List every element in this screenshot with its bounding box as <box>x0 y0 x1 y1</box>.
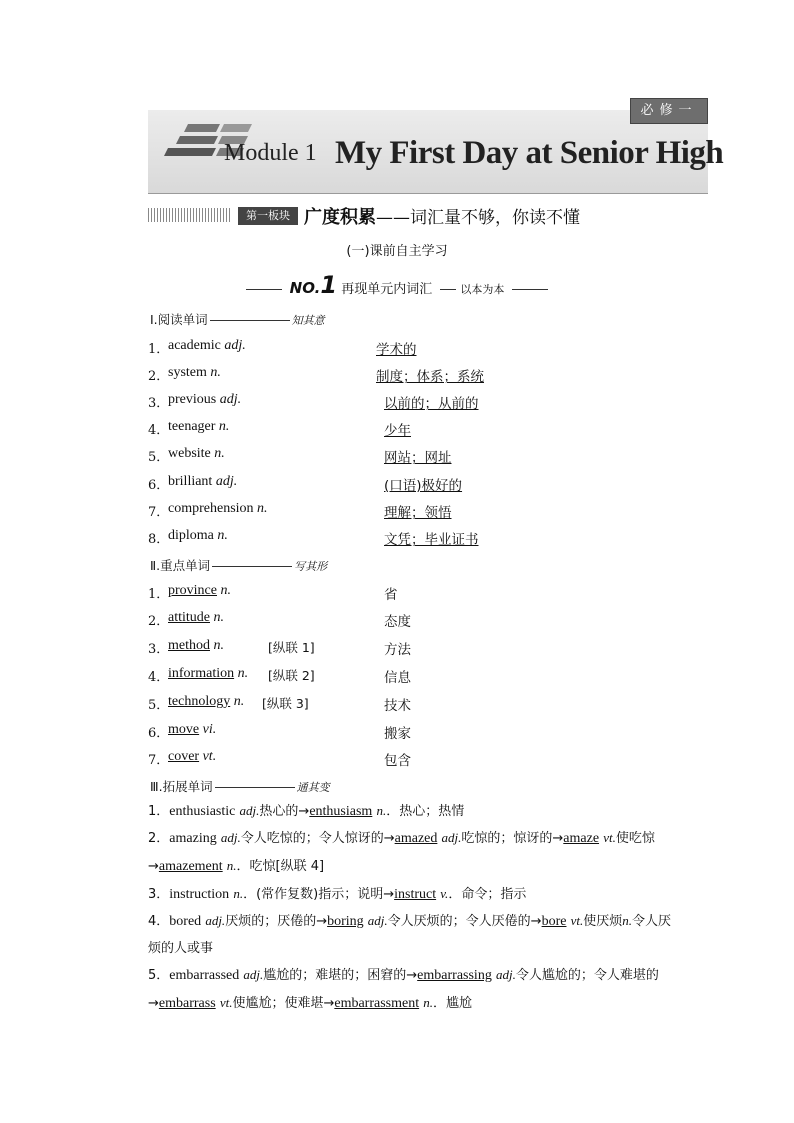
rule-mid <box>440 289 456 290</box>
meaning-text: 热心的→ <box>259 804 310 819</box>
item-number: 2． <box>148 614 170 629</box>
list-item <box>148 583 708 603</box>
part1-hint: 知其意 <box>291 314 325 327</box>
item-word <box>168 638 224 654</box>
word-text: bored <box>169 914 202 929</box>
item-number: 8． <box>148 532 170 547</box>
pos-text: adj. <box>441 830 462 845</box>
item-word <box>168 419 229 435</box>
meaning-text: 使厌烦 <box>583 914 623 929</box>
list-item <box>148 666 708 686</box>
item-number: 6． <box>148 726 170 741</box>
pos-text: n. <box>622 913 633 928</box>
pos-text: adj. <box>243 967 264 982</box>
answer-word: amazed <box>394 831 438 846</box>
expand-item-2 <box>120 824 680 880</box>
list-item <box>148 749 708 769</box>
pos-text: v. <box>440 886 449 901</box>
item-meaning: 以前的；从前的 <box>384 396 479 412</box>
pos-text: vt. <box>219 995 233 1010</box>
item-word <box>168 694 244 710</box>
pos-text: n. <box>257 501 268 516</box>
meaning-text: 令人厌烦的；令人厌倦的→ <box>387 914 542 929</box>
item-number: 7． <box>148 753 170 768</box>
answer-word: instruct <box>394 887 437 902</box>
item-number: 5． <box>148 450 170 465</box>
block-label: 第一板块 <box>238 207 298 225</box>
rule-right <box>512 289 548 290</box>
word-text: enthusiastic <box>169 804 236 819</box>
meaning-text: 使吃惊→ <box>148 831 655 874</box>
answer-word: boring <box>327 914 364 929</box>
list-item <box>148 419 708 439</box>
item-word <box>168 501 268 517</box>
pos-text: n. <box>220 583 231 598</box>
meaning-text: ．热心；热情 <box>386 804 465 819</box>
answer-word: amaze <box>563 831 600 846</box>
expand-item-5 <box>120 961 680 1017</box>
item-word <box>168 666 248 682</box>
pos-text: n. <box>423 995 433 1010</box>
item-meaning: 少年 <box>384 423 411 439</box>
expand-item-4 <box>120 907 680 962</box>
pos-text: n. <box>376 803 387 818</box>
block-title-main: 广度积累 <box>304 207 376 228</box>
expand-item-3 <box>120 880 680 908</box>
item-meaning: 包含 <box>384 753 411 769</box>
pos-text: vt. <box>603 830 616 845</box>
item-number: 3． <box>148 887 170 902</box>
item-meaning: 技术 <box>384 698 411 714</box>
part3-heading <box>150 777 330 795</box>
pos-text: adj. <box>220 830 241 845</box>
item-number: 7． <box>148 505 170 520</box>
list-item <box>148 392 708 412</box>
item-meaning: 理解；领悟 <box>384 505 452 521</box>
part2-heading-text: Ⅱ.重点单词 <box>150 558 211 573</box>
pos-text: n. <box>214 446 225 461</box>
item-number: 5． <box>148 698 170 713</box>
section-label: (一)课前自主学习 <box>346 244 448 259</box>
pos-text: adj. <box>239 803 260 818</box>
item-number: 2． <box>148 831 170 846</box>
part2-hint: 写其形 <box>294 560 328 573</box>
pos-text: adj. <box>224 338 246 353</box>
rule-left <box>246 289 282 290</box>
pos-text: adj. <box>367 913 388 928</box>
block-subtitle: ——词汇量不够，你读不懂 <box>376 208 580 228</box>
pos-text: vi. <box>202 722 217 737</box>
item-number: 1． <box>148 804 170 819</box>
answer-word: bore <box>541 914 567 929</box>
list-item <box>148 694 708 714</box>
list-item <box>148 338 708 358</box>
word-text: province <box>168 583 217 598</box>
item-meaning: 搬家 <box>384 726 411 742</box>
pos-text: n. <box>226 858 237 873</box>
heading-line <box>210 320 290 321</box>
pos-text: n. <box>213 610 224 625</box>
item-meaning: 省 <box>384 587 398 603</box>
word-text: teenager <box>168 419 216 434</box>
para-line <box>120 907 680 962</box>
item-word <box>168 722 216 738</box>
word-text: move <box>168 722 200 737</box>
block-title <box>304 203 580 229</box>
word-text: embarrassed <box>169 968 240 983</box>
item-word <box>168 446 225 462</box>
module-title: My First Day at Senior High <box>335 135 724 171</box>
part2-heading <box>150 556 327 574</box>
answer-word: enthusiasm <box>309 804 373 819</box>
cross-ref: [纵联 3] <box>262 696 309 711</box>
list-item <box>148 722 708 742</box>
word-text: cover <box>168 749 200 764</box>
item-meaning: 制度；体系；系统 <box>376 369 484 385</box>
item-meaning: 态度 <box>384 614 411 630</box>
pos-text: n. <box>213 638 224 653</box>
answer-word: embarrassing <box>417 968 492 983</box>
part1-heading-text: Ⅰ.阅读单词 <box>150 312 208 327</box>
pos-text: adj. <box>219 392 242 407</box>
pos-text: n. <box>218 419 230 434</box>
para-line <box>120 880 680 908</box>
no1-subtitle: 以本为本 <box>460 283 505 296</box>
meaning-text: ．命令；指示 <box>448 887 527 902</box>
cross-ref: [纵联 1] <box>268 640 315 655</box>
no-number: 1 <box>320 271 338 299</box>
pos-text: n. <box>217 528 228 543</box>
item-meaning: 信息 <box>384 670 411 686</box>
meaning-text: 令人厌烦的人或事 <box>148 914 672 956</box>
expand-item-1 <box>120 797 680 825</box>
pos-text: n. <box>233 886 244 901</box>
item-word <box>168 749 216 765</box>
module-banner <box>148 103 724 194</box>
meaning-text: 使尴尬；使难堪→ <box>232 996 335 1011</box>
pos-text: n. <box>237 666 249 681</box>
meaning-text: 厌烦的；厌倦的→ <box>225 914 328 929</box>
item-meaning: 学术的 <box>376 342 417 358</box>
item-word <box>168 474 237 490</box>
word-text: website <box>168 446 211 461</box>
item-word <box>168 610 224 626</box>
word-text: academic <box>168 338 221 353</box>
item-number: 3． <box>148 642 170 657</box>
pos-text: vt. <box>202 749 217 764</box>
heading-line <box>212 566 292 567</box>
item-meaning: 网站；网址 <box>384 450 452 466</box>
pos-text: n. <box>233 694 245 709</box>
meaning-text: 令人尴尬的；令人难堪的→ <box>148 968 659 1011</box>
meaning-text: 令人吃惊的；令人惊讶的→ <box>240 831 395 846</box>
item-number: 3． <box>148 396 170 411</box>
list-item <box>148 446 708 466</box>
list-item <box>148 501 708 521</box>
pos-text: adj. <box>495 967 516 982</box>
pos-text: adj. <box>215 474 238 489</box>
list-item <box>148 474 708 494</box>
item-word <box>168 338 246 354</box>
word-text: comprehension <box>168 501 254 516</box>
item-meaning: (口语)极好的 <box>384 478 463 494</box>
item-word <box>168 528 228 544</box>
no1-heading <box>0 271 794 299</box>
word-text: information <box>168 666 235 681</box>
word-text: method <box>168 638 210 653</box>
word-text: previous <box>168 392 217 407</box>
item-meaning: 文凭；毕业证书 <box>384 532 479 548</box>
para-line <box>120 797 680 825</box>
part3-heading-text: Ⅲ.拓展单词 <box>150 779 213 794</box>
meaning-text: 吃惊的；惊讶的→ <box>461 831 564 846</box>
no-label: NO. <box>289 279 321 297</box>
answer-word: embarrass <box>158 996 216 1011</box>
list-item <box>148 610 708 630</box>
volume-tag: 必修一 <box>630 98 708 124</box>
para-line <box>120 961 680 1017</box>
item-number: 4． <box>148 914 170 929</box>
para-line <box>120 824 680 880</box>
answer-word: embarrassment <box>334 996 420 1011</box>
meaning-text: ．吃惊[纵联 4] <box>236 859 325 874</box>
meaning-text: ．(常作复数)指示；说明→ <box>243 887 395 902</box>
word-text: system <box>168 365 207 380</box>
item-number: 1． <box>148 342 170 357</box>
cross-ref: [纵联 2] <box>268 668 315 683</box>
word-text: technology <box>168 694 231 709</box>
item-word <box>168 583 231 599</box>
part1-heading <box>150 310 325 328</box>
item-number: 1． <box>148 587 170 602</box>
part3-hint: 通其变 <box>296 781 330 794</box>
word-text: brilliant <box>168 474 213 489</box>
item-number: 4． <box>148 423 170 438</box>
no1-title: 再现单元内词汇 <box>341 282 433 297</box>
word-text: instruction <box>169 887 230 902</box>
item-meaning: 方法 <box>384 642 411 658</box>
hatch-decoration <box>148 208 232 222</box>
meaning-text: 尴尬的；难堪的；困窘的→ <box>263 968 418 983</box>
module-label: Module 1 <box>224 140 317 166</box>
pos-text: adj. <box>205 913 226 928</box>
item-word <box>168 392 241 408</box>
item-word <box>168 365 221 381</box>
block-heading <box>148 205 628 227</box>
item-number: 5． <box>148 968 170 983</box>
item-number: 2． <box>148 369 170 384</box>
word-text: amazing <box>169 831 217 846</box>
meaning-text: ．尴尬 <box>433 996 473 1011</box>
word-text: attitude <box>168 610 210 625</box>
word-text: diploma <box>168 528 214 543</box>
item-number: 4． <box>148 670 170 685</box>
pos-text: n. <box>210 365 221 380</box>
answer-word: amazement <box>158 859 223 874</box>
heading-line <box>215 787 295 788</box>
pos-text: vt. <box>570 913 584 928</box>
list-item <box>148 365 708 385</box>
item-number: 6． <box>148 478 170 493</box>
list-item <box>148 528 708 548</box>
list-item <box>148 638 708 658</box>
